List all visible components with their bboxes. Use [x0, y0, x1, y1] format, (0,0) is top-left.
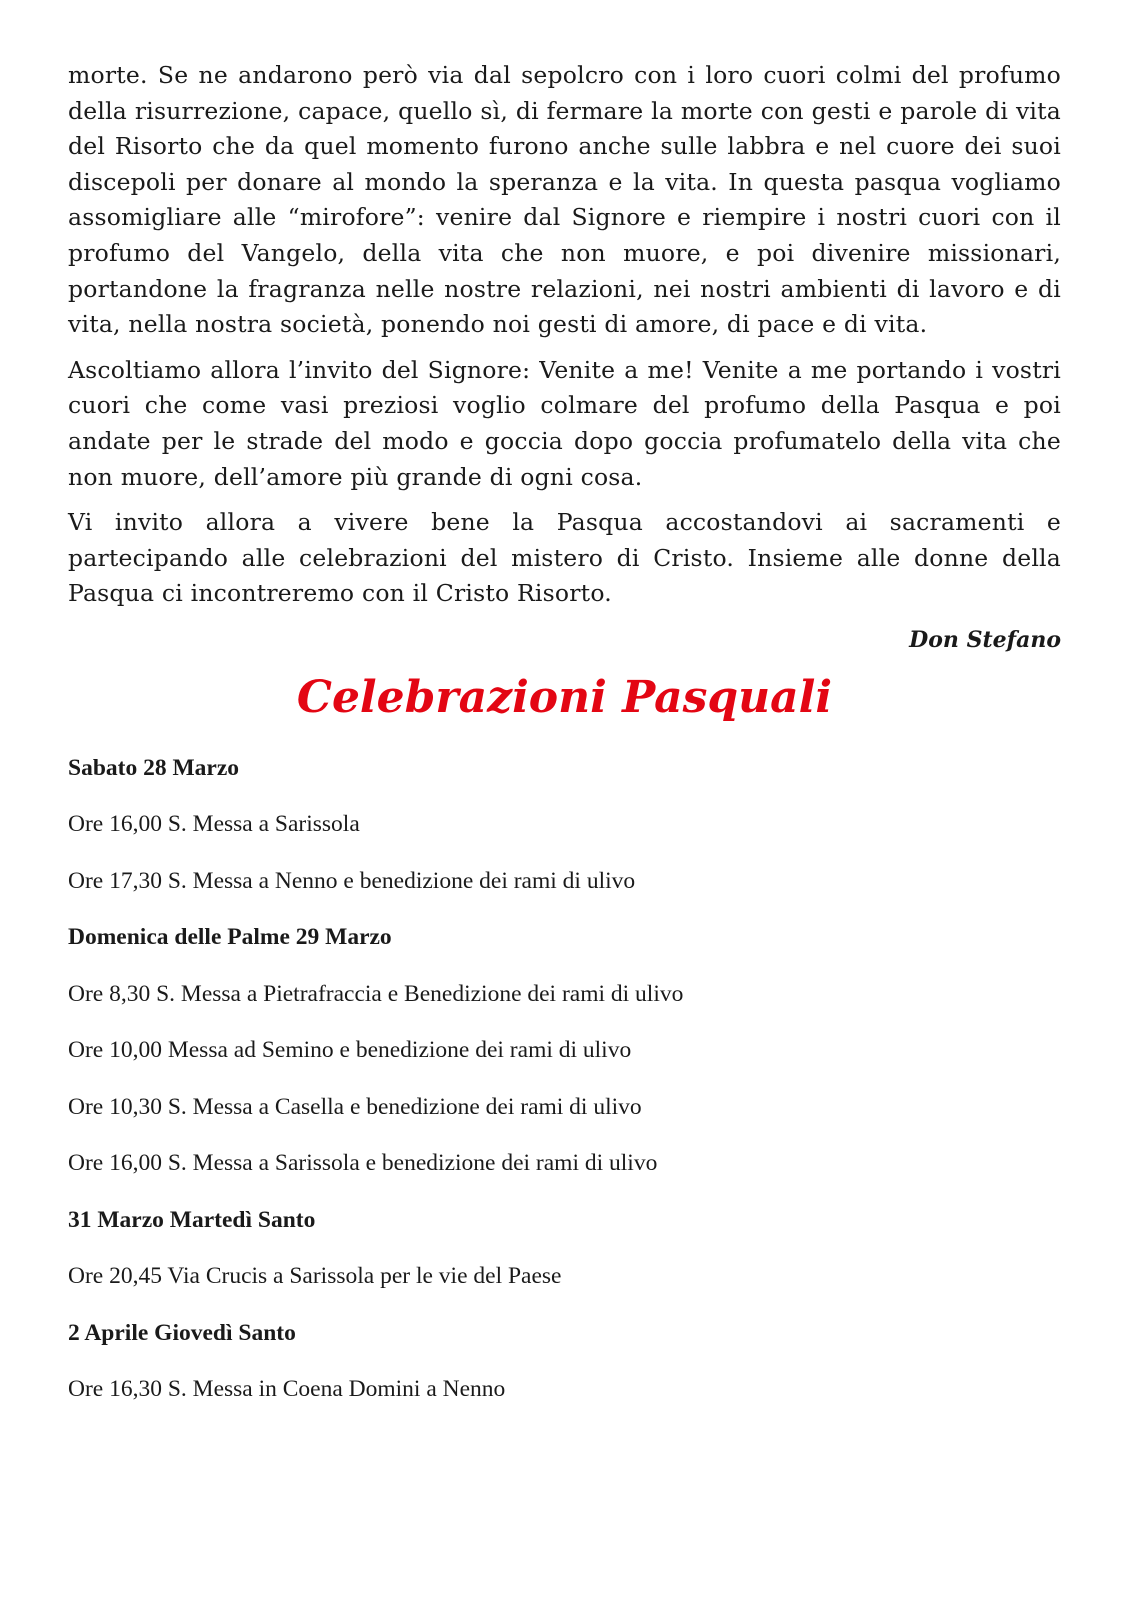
schedule-list	[68, 752, 1061, 1430]
body-paragraph: morte. Se ne andarono però via dal sepolcro con i loro cuori colmi del profumo della risurrezione, capace, quello sì, di fermare la morte con gesti e parole di vita del Risorto che da quel momento furono anche sulle labbra e nel cuore dei suoi discepoli per donare al mondo la speranza e la vita. In questa pasqua vogliamo assomigliare alle “mirofore”: venire dal Signore e riempire i nostri cuori con il profumo del Vangelo, della vita che non muore, e poi divenire missionari, portandone la fragranza nelle nostre relazioni, nei nostri ambienti di lavoro e di vita, nella nostra società, ponendo noi gesti di amore, di pace e di vita.	[68, 61, 1061, 339]
document-page	[68, 58, 1061, 1430]
signature: Don Stefano	[909, 626, 1061, 653]
schedule-event: Ore 16,00 S. Messa a Sarissola	[68, 811, 360, 838]
schedule-event: Ore 16,30 S. Messa in Coena Domini a Nenno	[68, 1376, 506, 1403]
schedule-day-heading: 31 Marzo Martedì Santo	[68, 1206, 316, 1233]
section-title: Celebrazioni Pasquali	[296, 671, 833, 723]
schedule-event: Ore 10,30 S. Messa a Casella e benedizione dei rami di ulivo	[68, 1093, 642, 1120]
schedule-event: Ore 8,30 S. Messa a Pietrafraccia e Benedizione dei rami di ulivo	[68, 980, 684, 1007]
schedule-event: Ore 16,00 S. Messa a Sarissola e benedizione dei rami di ulivo	[68, 1150, 658, 1177]
schedule-event: Ore 20,45 Via Crucis a Sarissola per le vie del Paese	[68, 1263, 562, 1290]
schedule-day-heading: 2 Aprile Giovedì Santo	[68, 1319, 296, 1346]
body-paragraph: Ascoltiamo allora l’invito del Signore: Venite a me! Venite a me portando i vostri cuori che come vasi preziosi voglio colmare del profumo della Pasqua e poi andate per le strade del modo e goccia dopo goccia profumatelo della vita che non muore, dell’amore più grande di ogni cosa.	[68, 355, 1061, 491]
schedule-day-heading: Sabato 28 Marzo	[68, 754, 240, 781]
schedule-day-heading: Domenica delle Palme 29 Marzo	[68, 924, 392, 951]
schedule-event: Ore 17,30 S. Messa a Nenno e benedizione dei rami di ulivo	[68, 867, 636, 894]
body-paragraph: Vi invito allora a vivere bene la Pasqua accostandovi ai sacramenti e partecipando alle celebrazioni del mistero di Cristo. Insieme alle donne della Pasqua ci incontreremo con il Cristo Risorto.	[68, 508, 1061, 608]
schedule-event: Ore 10,00 Messa ad Semino e benedizione dei rami di ulivo	[68, 1037, 632, 1064]
